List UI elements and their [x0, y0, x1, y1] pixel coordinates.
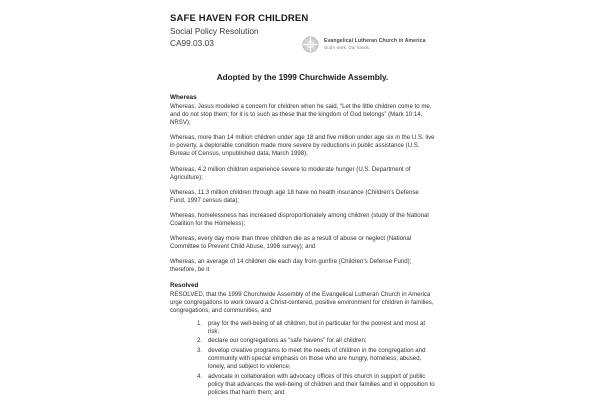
- whereas-paragraph: Whereas, an average of 14 children die each day from gunfire (Children’s Defense Fund); therefore, be it: [170, 258, 412, 274]
- page-title: SAFE HAVEN FOR CHILDREN: [170, 13, 309, 24]
- whereas-paragraph: Whereas, Jesus modeled a concern for children when he said, “Let the little children come to me, and do not stop them; for it is to such as these that the kingdom of God belongs” (Mark 10:14, NRSV);: [170, 103, 432, 127]
- document-content: [170, 13, 435, 399]
- whereas-paragraph: Whereas, every day more than three children die as a result of abuse or neglect (National Committee to Prevent Child Abuse, 1996 survey); and: [170, 235, 412, 251]
- resolved-intro: RESOLVED, that the 1999 Churchwide Assembly of the Evangelical Lutheran Church in America urge congregations to work toward a Christ-centered, positive environment for children in families, congregations, and communities, and: [170, 290, 434, 314]
- document-header: [170, 13, 435, 65]
- elca-cross-emblem-icon: [302, 36, 319, 53]
- list-item: declare our congregations as “safe havens” for all children;: [208, 337, 367, 345]
- elca-logo: [302, 36, 426, 53]
- whereas-paragraph: Whereas, 4.2 million children experience severe to moderate hunger (U.S. Department of Agriculture);: [170, 165, 411, 181]
- resolved-section: [170, 282, 435, 398]
- whereas-paragraph: Whereas, 11.3 million children through age 18 have no health insurance (Children’s Defense Fund, 1997 census data);: [170, 188, 419, 204]
- list-item: advocate in collaboration with advocacy offices of this church in support of public policy that advances the well-being of children and their families and in opposition to policies that harm them; and: [208, 372, 435, 397]
- whereas-heading: Whereas: [170, 94, 197, 101]
- list-item: pray for the well-being of all children, but in particular for the poorest and most at risk;: [208, 319, 426, 335]
- resolved-heading: Resolved: [170, 281, 199, 289]
- elca-logo-name: Evangelical Lutheran Church in America: [324, 38, 426, 44]
- document-code: CA99.03.03: [170, 38, 214, 48]
- whereas-section: [170, 94, 435, 275]
- elca-logo-tagline: God's work. Our hands.: [324, 45, 371, 50]
- elca-logo-text: [324, 38, 426, 51]
- list-item: develop creative programs to meet the needs of children in the congregation and community with special emphasis on those who are hungry, homeless, abused, lonely, and subject to violence;: [208, 347, 426, 371]
- resolution-list: [170, 320, 435, 397]
- whereas-paragraph: Whereas, more than 14 million children under age 18 and five million under age six in the U.S. live in poverty, a deplorable condition made more severe by reductions in public assistance (U.S. Bureau of Census, unpublished data, March 1998);: [170, 134, 435, 158]
- adoption-statement: Adopted by the 1999 Churchwide Assembly.: [216, 73, 389, 82]
- document-subtitle: Social Policy Resolution: [170, 26, 259, 36]
- whereas-paragraph: Whereas, homelessness has increased disproportionately among children (study of the National Coalition for the Homeless);: [170, 211, 429, 228]
